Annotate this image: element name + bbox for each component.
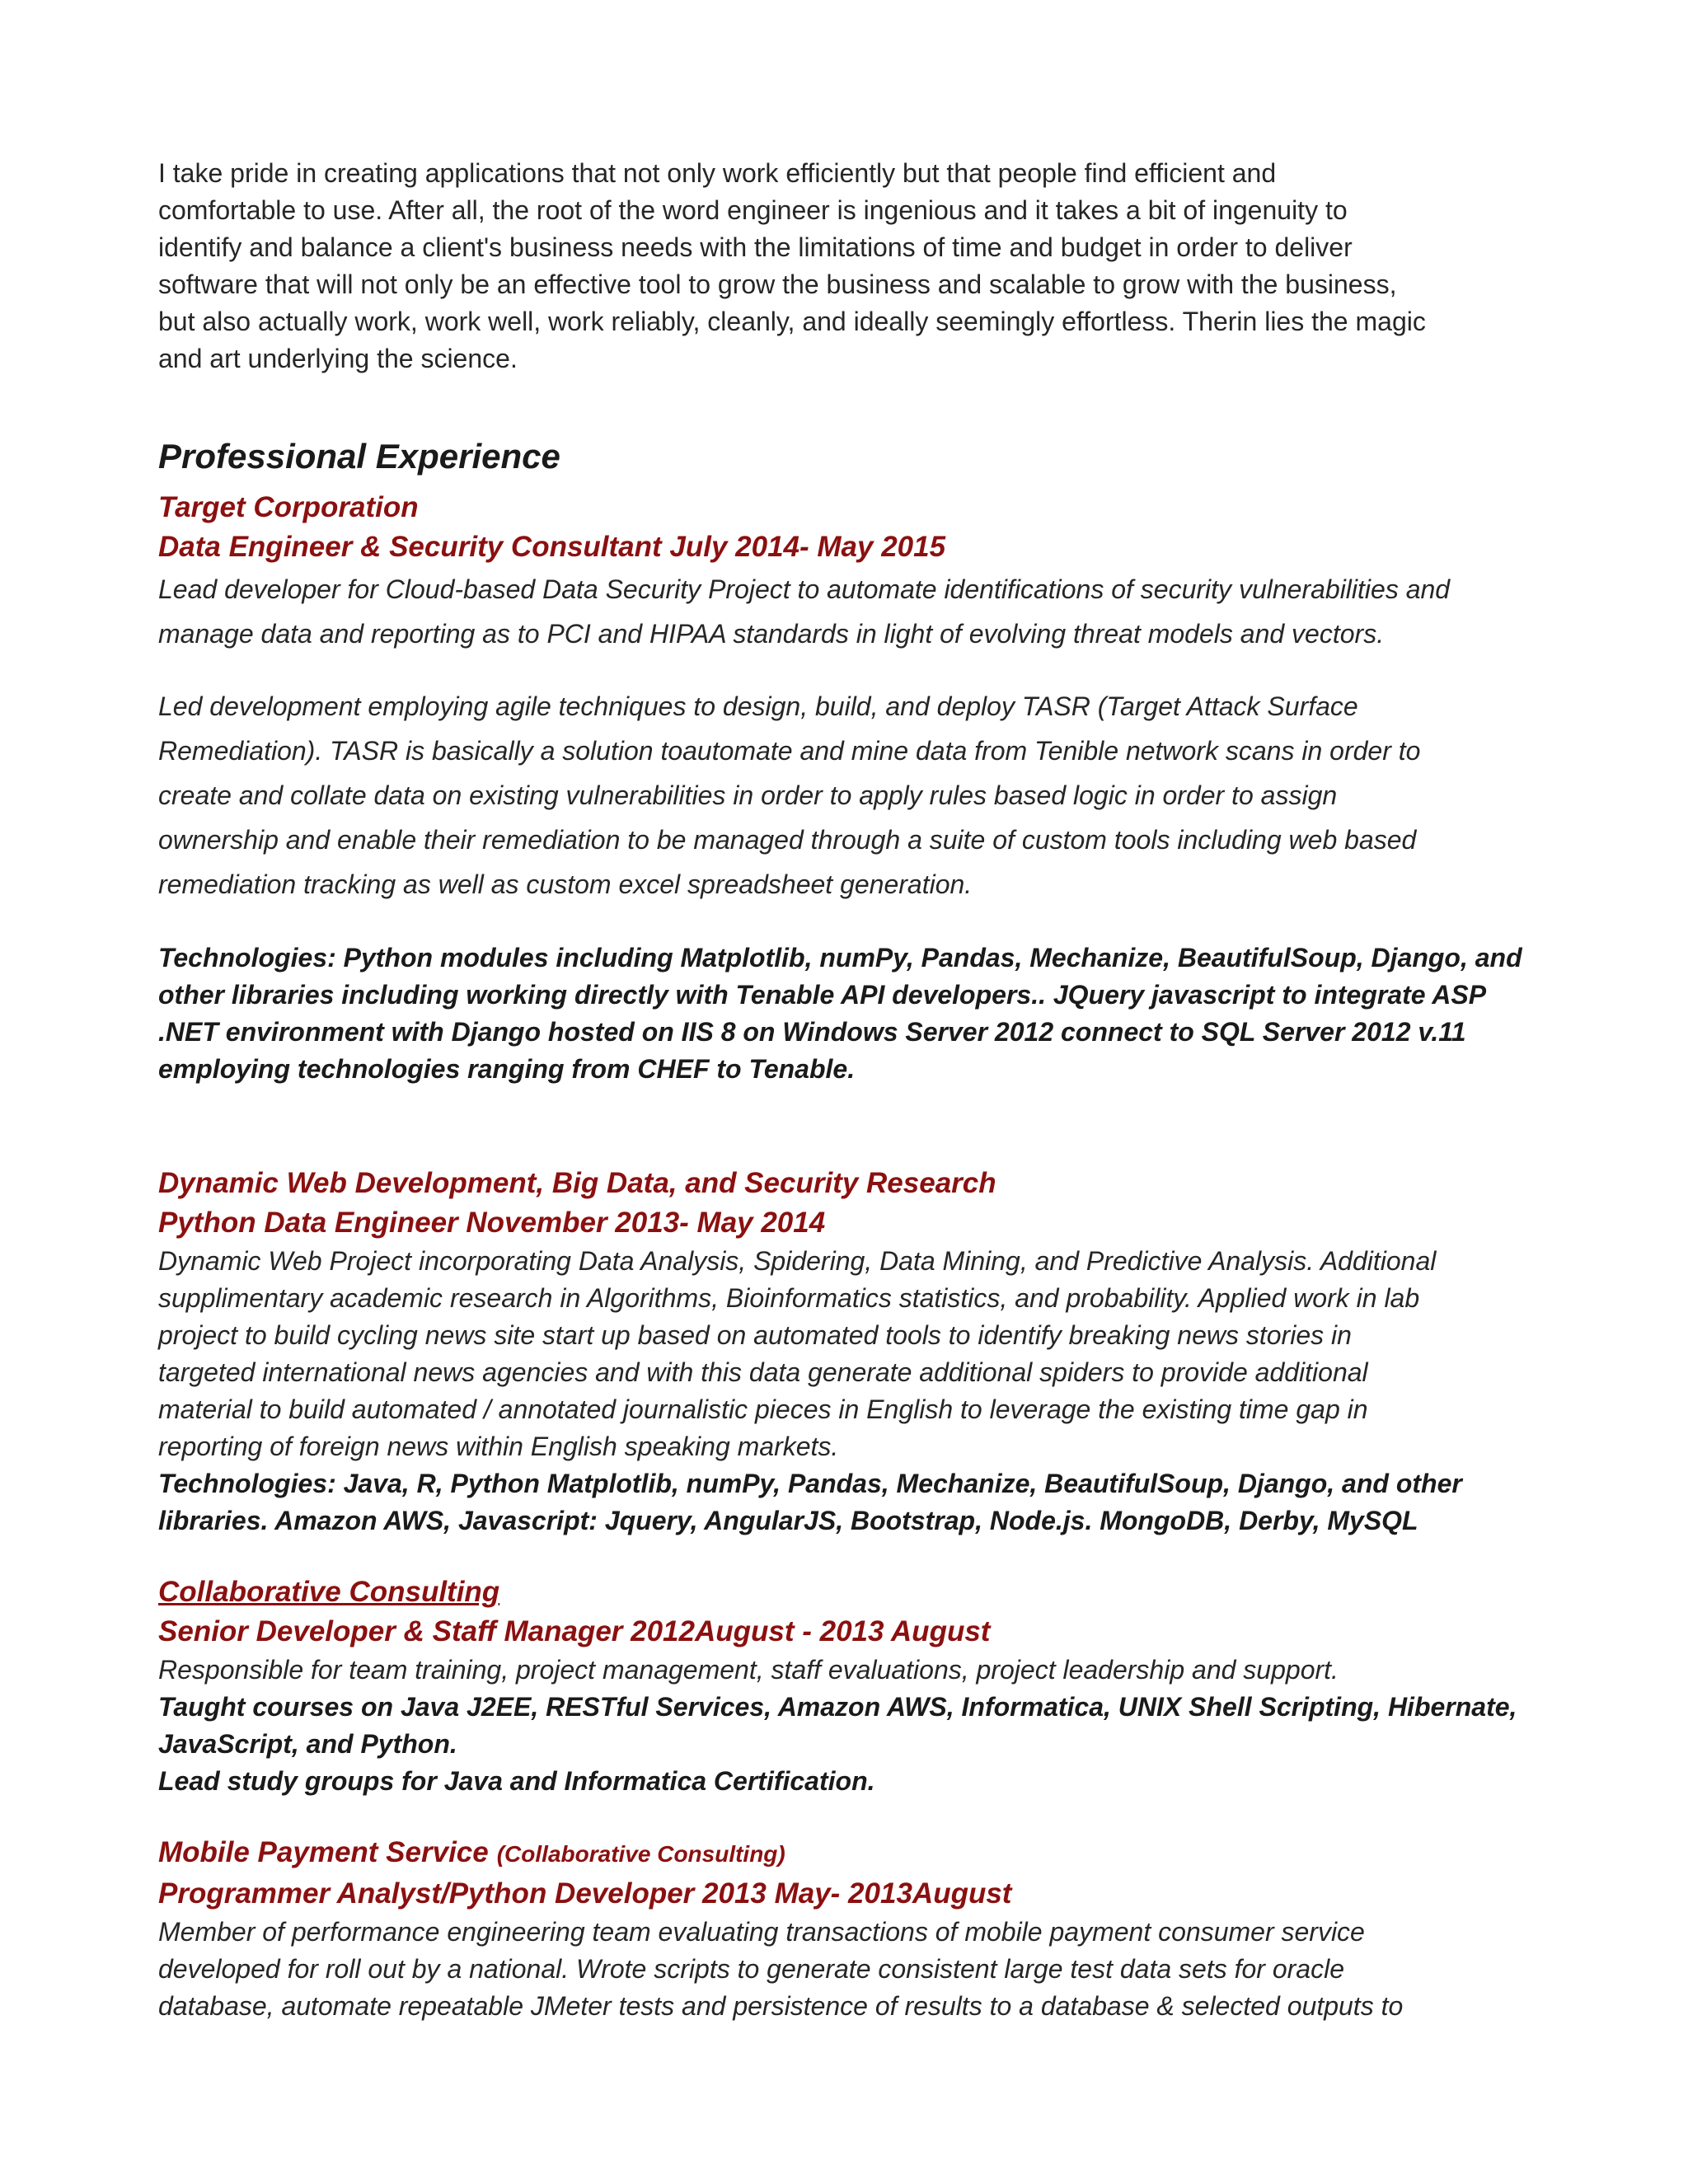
intro-line: I take pride in creating applications that not only work efficiently but that people find efficient and — [158, 158, 1277, 188]
intro-line: but also actually work, work well, work reliably, cleanly, and ideally seemingly effortless. Therin lies the magic — [158, 307, 1426, 336]
job-company: Collaborative Consulting — [158, 1576, 500, 1608]
job-company-name: Mobile Payment Service — [158, 1836, 489, 1868]
job-description-line: ownership and enable their remediation to be managed through a suite of custom tools including web based — [158, 825, 1417, 855]
job-tech-line: Lead study groups for Java and Informatica Certification. — [158, 1766, 875, 1796]
job-company: Target Corporation — [158, 491, 419, 523]
job-description-line: manage data and reporting as to PCI and HIPAA standards in light of evolving threat models and vectors. — [158, 619, 1385, 649]
job-entry-collaborative-consulting — [158, 1572, 1543, 1800]
job-entry-mobile-payment — [158, 1833, 1543, 2025]
job-description-line: reporting of foreign news within English speaking markets. — [158, 1432, 839, 1461]
job-role: Programmer Analyst/Python Developer 2013 May- 2013August — [158, 1877, 1012, 1910]
job-tech-line: employing technologies ranging from CHEF to Tenable. — [158, 1054, 856, 1084]
job-technologies — [158, 1689, 1543, 1800]
job-description-line: developed for roll out by a national. Wrote scripts to generate consistent large test data sets for oracle — [158, 1954, 1344, 1984]
job-description-line: targeted international news agencies and with this data generate additional spiders to provide additional — [158, 1357, 1368, 1387]
job-description — [158, 684, 1543, 907]
job-entry-dynamic-web — [158, 1164, 1543, 1540]
intro-paragraph — [158, 155, 1543, 377]
job-tech-line: JavaScript, and Python. — [158, 1729, 457, 1759]
job-description-line: Member of performance engineering team evaluating transactions of mobile payment consumer service — [158, 1917, 1365, 1947]
job-description — [158, 1914, 1543, 2025]
job-description — [158, 567, 1543, 656]
intro-line: and art underlying the science. — [158, 344, 518, 373]
job-tech-line: Technologies: Python modules including Matplotlib, numPy, Pandas, Mechanize, BeautifulSoup, Django, and — [158, 943, 1522, 972]
job-technologies — [158, 940, 1543, 1088]
job-description-line: project to build cycling news site start up based on automated tools to identify breaking news stories in — [158, 1320, 1352, 1350]
resume-page — [158, 155, 1543, 2025]
intro-line: identify and balance a client's business needs with the limitations of time and budget in order to deliver — [158, 232, 1353, 262]
job-role: Senior Developer & Staff Manager 2012August - 2013 August — [158, 1615, 991, 1647]
section-title-professional-experience: Professional Experience — [158, 437, 560, 476]
job-tech-line: other libraries including working directly with Tenable API developers.. JQuery javascript to integrate ASP — [158, 980, 1487, 1010]
job-description-line: supplimentary academic research in Algorithms, Bioinformatics statistics, and probability. Applied work in lab — [158, 1283, 1420, 1313]
job-description-line: Led development employing agile techniques to design, build, and deploy TASR (Target Attack Surface — [158, 691, 1358, 721]
intro-line: software that will not only be an effective tool to grow the business and scalable to grow with the business, — [158, 269, 1397, 299]
job-technologies — [158, 1465, 1543, 1540]
job-description-line: material to build automated / annotated journalistic pieces in English to leverage the existing time gap in — [158, 1394, 1368, 1424]
job-description-line: create and collate data on existing vulnerabilities in order to apply rules based logic in order to assign — [158, 780, 1338, 810]
job-description-line: Dynamic Web Project incorporating Data Analysis, Spidering, Data Mining, and Predictive Analysis. Additional — [158, 1246, 1437, 1276]
intro-line: comfortable to use. After all, the root of the word engineer is ingenious and it takes a bit of ingenuity to — [158, 195, 1348, 225]
job-description — [158, 1652, 1543, 1689]
job-description-line: Responsible for team training, project management, staff evaluations, project leadership and support. — [158, 1655, 1339, 1685]
job-company — [158, 1833, 1543, 1874]
job-tech-line: .NET environment with Django hosted on IIS 8 on Windows Server 2012 connect to SQL Server 2012 v.11 — [158, 1017, 1466, 1047]
job-description-line: Lead developer for Cloud-based Data Security Project to automate identifications of security vulnerabilities and — [158, 574, 1451, 604]
job-entry-target — [158, 488, 1543, 1088]
job-company: Dynamic Web Development, Big Data, and Security Research — [158, 1167, 996, 1199]
job-tech-line: Taught courses on Java J2EE, RESTful Services, Amazon AWS, Informatica, UNIX Shell Scripting, Hibernate, — [158, 1692, 1517, 1722]
job-tech-line: Technologies: Java, R, Python Matplotlib, numPy, Pandas, Mechanize, BeautifulSoup, Django, and other — [158, 1469, 1462, 1498]
job-description-line: Remediation). TASR is basically a solution toautomate and mine data from Tenible network scans in order to — [158, 736, 1421, 766]
job-description — [158, 1243, 1543, 1465]
job-tech-line: libraries. Amazon AWS, Javascript: Jquery, AngularJS, Bootstrap, Node.js. MongoDB, Derby, MySQL — [158, 1506, 1418, 1535]
job-role: Data Engineer & Security Consultant July 2014- May 2015 — [158, 531, 946, 563]
job-description-line: remediation tracking as well as custom excel spreadsheet generation. — [158, 869, 973, 899]
job-role: Python Data Engineer November 2013- May 2014 — [158, 1207, 826, 1239]
job-company-note: (Collaborative Consulting) — [496, 1841, 785, 1867]
job-description-line: database, automate repeatable JMeter tests and persistence of results to a database & selected outputs to — [158, 1991, 1404, 2021]
